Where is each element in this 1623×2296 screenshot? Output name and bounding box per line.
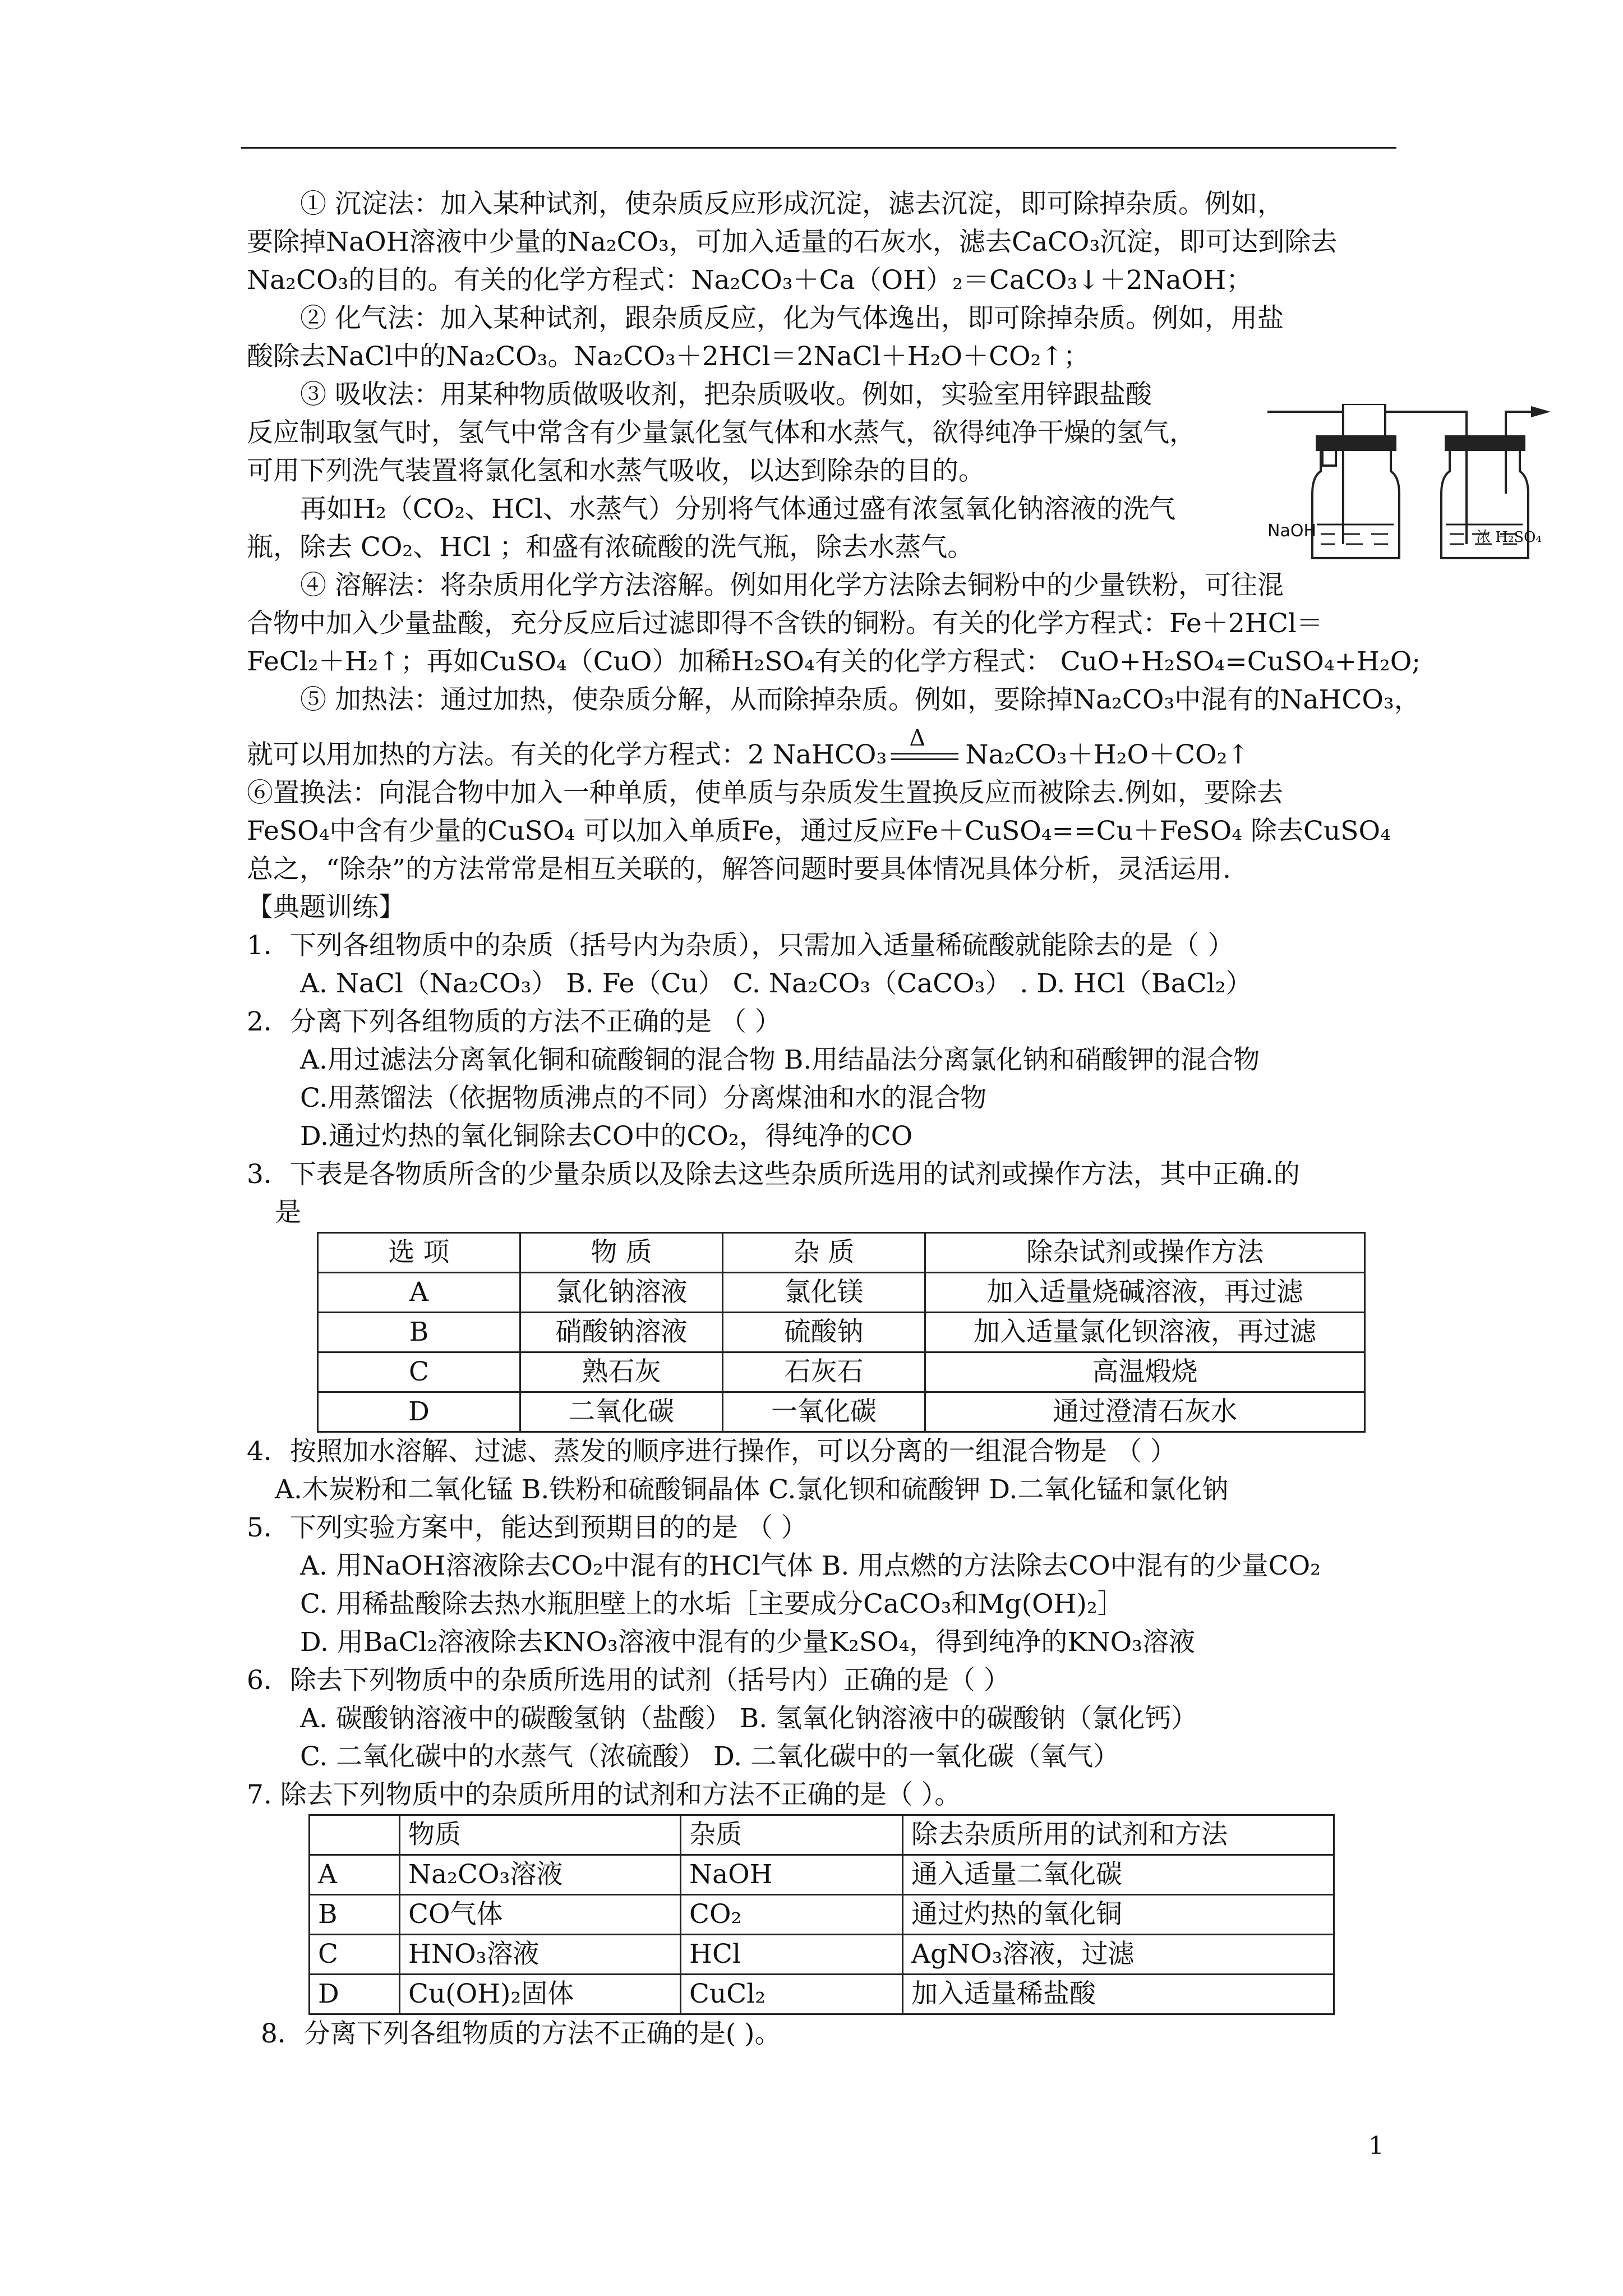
q7-stem: 7. 除去下列物质中的杂质所用的试剂和方法不正确的是（ ）。 <box>247 1779 961 1810</box>
table-header-row <box>310 1815 1334 1855</box>
table-cell: 二氧化碳 <box>520 1392 723 1432</box>
method-5-line-2 <box>247 725 1430 774</box>
table-cell: C <box>318 1352 520 1392</box>
q5-options-ab: A. 用NaOH溶液除去CO₂中混有的HCl气体 B. 用点燃的方法除去CO中混有的少量CO₂ <box>300 1550 1321 1581</box>
table-header-cell: 杂质 <box>681 1815 903 1855</box>
h2so4-label: 浓 H₂SO₄ <box>1476 529 1542 546</box>
table-cell: HNO₃溶液 <box>400 1935 681 1975</box>
method-5-equation-left: 就可以用加热的方法。有关的化学方程式：2 NaHCO₃ <box>247 739 887 770</box>
method-3-line-4: 再如H₂（CO₂、HCl、水蒸气）分别将气体通过盛有浓氢氧化钠溶液的洗气 <box>300 494 1176 524</box>
method-3-line-1: ③ 吸收法：用某种物质做吸收剂，把杂质吸收。例如，实验室用锌跟盐酸 <box>300 379 1152 410</box>
table-cell: 熟石灰 <box>520 1352 723 1392</box>
table-cell: A <box>310 1855 400 1895</box>
table-header-cell: 选 项 <box>318 1233 520 1273</box>
table-cell: 加入适量氯化钡溶液，再过滤 <box>925 1313 1365 1352</box>
summary-line: 总之，“除杂”的方法常常是相互关联的，解答问题时要具体情况具体分析，灵活运用. <box>247 854 1231 885</box>
q7-table <box>308 1814 1335 2015</box>
table-cell: 氯化镁 <box>723 1273 925 1313</box>
table-cell: A <box>318 1273 520 1313</box>
table-cell: CuCl₂ <box>681 1975 903 2014</box>
q1-stem: 1．下列各组物质中的杂质（括号内为杂质），只需加入适量稀硫酸就能除去的是（ ） <box>247 930 1234 961</box>
delta-symbol: Δ <box>909 725 926 751</box>
q2-stem: 2．分离下列各组物质的方法不正确的是 （ ） <box>247 1006 781 1037</box>
method-6-line-1: ⑥置换法：向混合物中加入一种单质，使单质与杂质发生置换反应而被除去.例如，要除去 <box>247 777 1283 808</box>
table-cell: 通过澄清石灰水 <box>925 1392 1365 1432</box>
table-cell: B <box>310 1895 400 1935</box>
table-cell: D <box>318 1392 520 1432</box>
table-row <box>318 1313 1365 1352</box>
table-cell: CO₂ <box>681 1895 903 1935</box>
table-cell: C <box>310 1935 400 1975</box>
q6-options-ab: A. 碳酸钠溶液中的碳酸氢钠（盐酸） B. 氢氧化钠溶液中的碳酸钠（氯化钙） <box>300 1703 1198 1734</box>
table-cell: D <box>310 1975 400 2014</box>
table-row <box>318 1392 1365 1432</box>
q3-stem-line-1: 3．下表是各物质所含的少量杂质以及除去这些杂质所选用的试剂或操作方法，其中正确.的 <box>247 1159 1300 1190</box>
table-cell: 通过灼热的氧化铜 <box>903 1895 1334 1935</box>
table-cell: 石灰石 <box>723 1352 925 1392</box>
method-3-line-2: 反应制取氢气时，氢气中常含有少量氯化氢气体和水蒸气，欲得纯净干燥的氢气， <box>247 417 1196 448</box>
method-3-line-5: 瓶，除去 CO₂、HCl ；和盛有浓硫酸的洗气瓶，除去水蒸气。 <box>247 532 974 563</box>
method-1-line-2: 要除掉NaOH溶液中少量的Na₂CO₃，可加入适量的石灰水，滤去CaCO₃沉淀，即可达到除去 <box>247 227 1338 257</box>
q3-table <box>317 1232 1366 1433</box>
q3-stem-line-2: 是 <box>275 1197 301 1228</box>
header-rule <box>241 147 1396 149</box>
table-cell: CO气体 <box>400 1895 681 1935</box>
table-header-row <box>318 1233 1365 1273</box>
q4-stem: 4．按照加水溶解、过滤、蒸发的顺序进行操作，可以分离的一组混合物是 （ ） <box>247 1436 1177 1467</box>
table-header-cell: 除杂试剂或操作方法 <box>925 1233 1365 1273</box>
page-number: 1 <box>1368 2132 1384 2160</box>
table-cell: AgNO₃溶液，过滤 <box>903 1935 1334 1975</box>
section-title: 【典题训练】 <box>247 892 405 923</box>
table-cell: 氯化钠溶液 <box>520 1273 723 1313</box>
table-header-cell: 物质 <box>400 1815 681 1855</box>
method-4-line-1: ④ 溶解法：将杂质用化学方法溶解。例如用化学方法除去铜粉中的少量铁粉，可往混 <box>300 570 1284 601</box>
q2-option-c: C.用蒸馏法（依据物质沸点的不同）分离煤油和水的混合物 <box>300 1083 987 1114</box>
table-row <box>310 1855 1334 1895</box>
method-1-line-3: Na₂CO₃的目的。有关的化学方程式：Na₂CO₃＋Ca（OH）₂＝CaCO₃↓＋2NaOH； <box>247 265 1253 296</box>
table-row <box>318 1273 1365 1313</box>
table-cell: NaOH <box>681 1855 903 1895</box>
method-5-equation-right: Na₂CO₃＋H₂O＋CO₂↑ <box>965 739 1249 770</box>
method-6-line-2: FeSO₄中含有少量的CuSO₄ 可以加入单质Fe，通过反应Fe＋CuSO₄==Cu＋FeSO₄ 除去CuSO₄ <box>247 816 1391 846</box>
q5-stem: 5．下列实验方案中，能达到预期目的的是 （ ） <box>247 1512 808 1543</box>
q8-stem: 8．分离下列各组物质的方法不正确的是( )。 <box>261 2018 781 2049</box>
method-3-line-3: 可用下列洗气装置将氯化氢和水蒸气吸收，以达到除杂的目的。 <box>247 455 985 486</box>
document-body <box>247 185 1430 2053</box>
table-row <box>310 1895 1334 1935</box>
method-4-line-2: 合物中加入少量盐酸，充分反应后过滤即得不含铁的铜粉。有关的化学方程式：Fe＋2HCl＝ <box>247 608 1323 639</box>
table-cell: 硝酸钠溶液 <box>520 1313 723 1352</box>
table-cell: 一氧化碳 <box>723 1392 925 1432</box>
table-row <box>310 1975 1334 2014</box>
method-2-line-2: 酸除去NaCl中的Na₂CO₃。Na₂CO₃＋2HCl＝2NaCl＋H₂O＋CO₂↑； <box>247 341 1090 372</box>
method-4-line-3: FeCl₂＋H₂↑；再如CuSO₄（CuO）加稀H₂SO₄有关的化学方程式： CuO+H₂SO₄=CuSO₄+H₂O; <box>247 646 1421 677</box>
table-cell: Na₂CO₃溶液 <box>400 1855 681 1895</box>
table-cell: 通入适量二氧化碳 <box>903 1855 1334 1895</box>
q5-option-d: D. 用BaCl₂溶液除去KNO₃溶液中混有的少量K₂SO₄，得到纯净的KNO₃溶液 <box>300 1627 1196 1658</box>
q2-options-ab: A.用过滤法分离氧化铜和硫酸铜的混合物 B.用结晶法分离氯化钠和硝酸钾的混合物 <box>300 1045 1260 1075</box>
table-cell: HCl <box>681 1935 903 1975</box>
method-1-line-1: ① 沉淀法：加入某种试剂，使杂质反应形成沉淀，滤去沉淀，即可除掉杂质。例如， <box>300 188 1284 219</box>
q6-stem: 6．除去下列物质中的杂质所选用的试剂（括号内）正确的是（ ） <box>247 1665 1010 1696</box>
table-cell: Cu(OH)₂固体 <box>400 1975 681 2014</box>
table-header-cell: 物 质 <box>520 1233 723 1273</box>
q4-options: A.木炭粉和二氧化锰 B.铁粉和硫酸铜晶体 C.氯化钡和硫酸钾 D.二氧化锰和氯化钠 <box>275 1474 1229 1505</box>
table-header-cell: 除去杂质所用的试剂和方法 <box>903 1815 1334 1855</box>
table-header-cell: 杂 质 <box>723 1233 925 1273</box>
table-cell: 加入适量稀盐酸 <box>903 1975 1334 2014</box>
naoh-label: NaOH <box>1267 521 1316 541</box>
table-cell: 硫酸钠 <box>723 1313 925 1352</box>
q1-options: A. NaCl（Na₂CO₃） B. Fe（Cu） C. Na₂CO₃（CaCO₃） . D. HCl（BaCl₂） <box>300 968 1252 999</box>
table-header-cell <box>310 1815 400 1855</box>
table-cell: 加入适量烧碱溶液，再过滤 <box>925 1273 1365 1313</box>
q2-option-d: D.通过灼热的氧化铜除去CO中的CO₂，得纯净的CO <box>300 1121 913 1152</box>
table-cell: B <box>318 1313 520 1352</box>
q5-option-c: C. 用稀盐酸除去热水瓶胆壁上的水垢［主要成分CaCO₃和Mg(OH)₂］ <box>300 1589 1124 1619</box>
table-row <box>318 1352 1365 1392</box>
method-2-line-1: ② 化气法：加入某种试剂，跟杂质反应，化为气体逸出，即可除掉杂质。例如，用盐 <box>300 303 1284 334</box>
method-5-line-1: ⑤ 加热法：通过加热，使杂质分解，从而除掉杂质。例如，要除掉Na₂CO₃中混有的NaHCO₃， <box>300 684 1421 715</box>
table-row <box>310 1935 1334 1975</box>
table-cell: 高温煅烧 <box>925 1352 1365 1392</box>
q6-options-cd: C. 二氧化碳中的水蒸气（浓硫酸） D. 二氧化碳中的一氧化碳（氧气） <box>300 1741 1119 1772</box>
heat-condition-sign <box>887 725 965 774</box>
